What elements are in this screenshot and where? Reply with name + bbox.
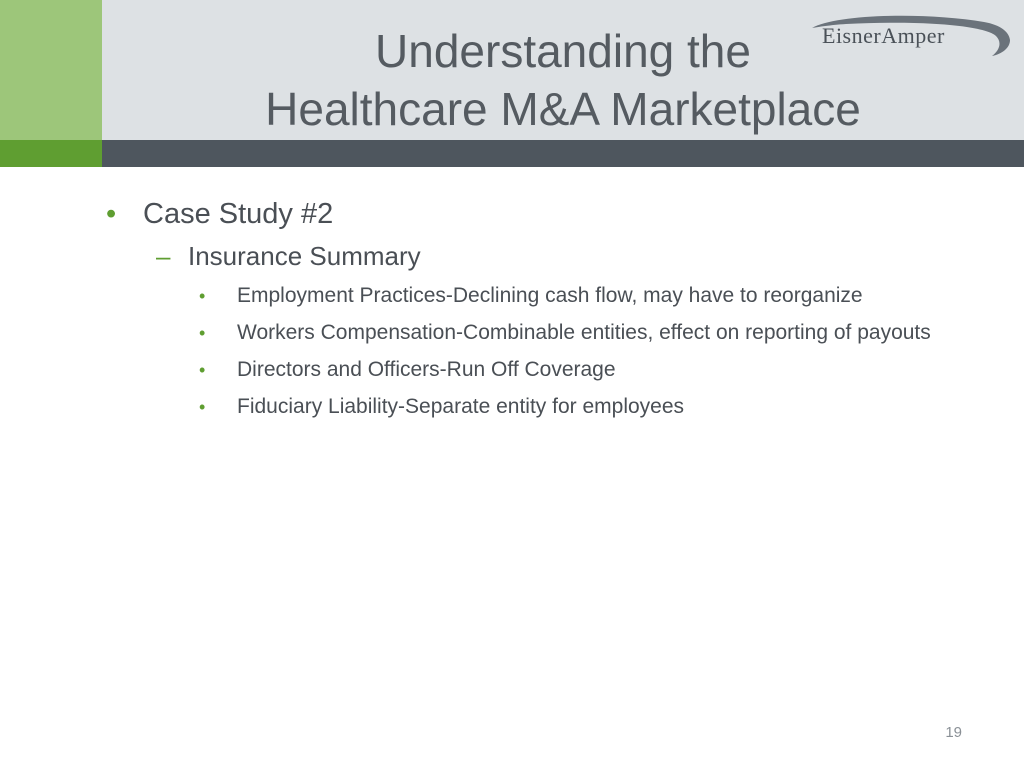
bullet-dash-icon: – [156, 241, 171, 271]
slide-header [0, 0, 1024, 140]
bullet-dot-icon: • [199, 360, 206, 380]
list-item [100, 355, 1000, 385]
slide-title-line2: Healthcare M&A Marketplace [265, 83, 861, 135]
list-item-text: Directors and Officers-Run Off Coverage [237, 358, 616, 381]
list-item-text: Fiduciary Liability-Separate entity for employees [237, 395, 685, 418]
bullet-level3-list [100, 281, 1000, 422]
bullet-level1 [100, 195, 1000, 233]
bullet-level2-text: Insurance Summary [188, 241, 421, 271]
header-bar-dark [102, 140, 1024, 167]
eisneramper-logo [806, 12, 1016, 60]
list-item [100, 392, 1000, 422]
bullet-level1-text: Case Study #2 [143, 198, 334, 230]
list-item-text: Workers Compensation-Combinable entities, effect on reporting of payouts [237, 321, 931, 344]
slide-title-line1: Understanding the [375, 25, 751, 77]
bullet-dot-icon: • [199, 397, 206, 417]
header-green-block [0, 0, 102, 140]
list-item [100, 318, 1000, 348]
bullet-dot-icon: • [106, 198, 117, 230]
slide-body [100, 195, 1000, 429]
bullet-level2 [100, 239, 1000, 273]
header-bar-green [0, 140, 102, 167]
logo-text: EisnerAmper [822, 23, 945, 48]
list-item [100, 281, 1000, 311]
bullet-dot-icon: • [199, 323, 206, 343]
list-item-text: Employment Practices-Declining cash flow, may have to reorganize [237, 284, 863, 307]
bullet-dot-icon: • [199, 286, 206, 306]
page-number: 19 [945, 724, 962, 741]
